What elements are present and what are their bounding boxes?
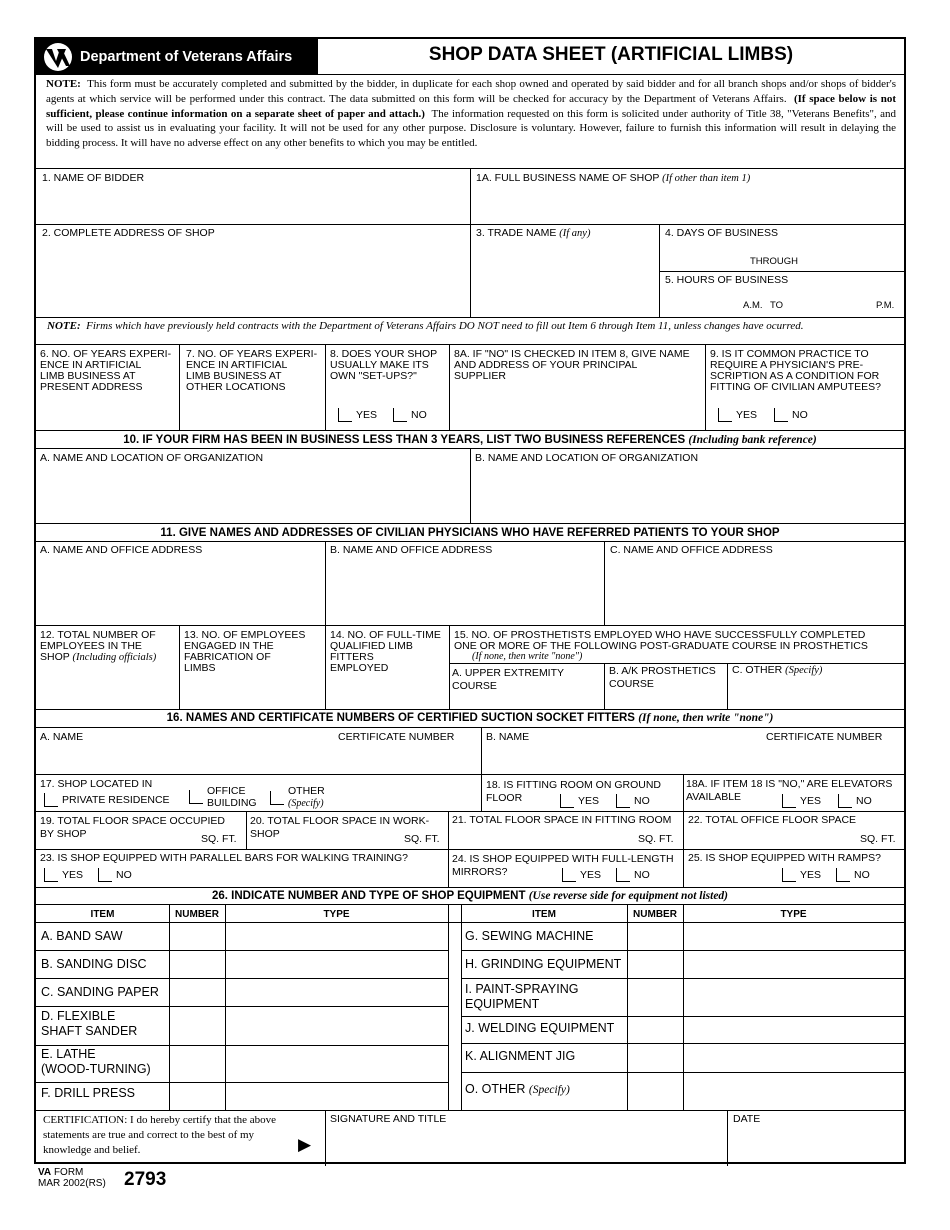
checkbox-icon[interactable] <box>44 868 58 882</box>
field-6-years-present[interactable]: 6. NO. OF YEARS EXPERI- ENCE IN ARTIFICIAL LIMB BUSINESS AT PRESENT ADDRESS <box>40 348 172 393</box>
col-header-number: NUMBER <box>175 909 219 920</box>
no-label: NO <box>634 794 650 807</box>
equip-item-alignment-jig <box>465 1049 575 1063</box>
yes-label: YES <box>578 794 600 807</box>
field-18-no-checkbox[interactable] <box>616 794 650 808</box>
field-11b-physician[interactable]: B. NAME AND OFFICE ADDRESS <box>330 544 493 556</box>
field-24-yes-checkbox[interactable] <box>562 868 601 882</box>
note-text-bold: (If space below is not sufficient, please continue information on a separate sheet of paper and attach.) <box>46 92 897 120</box>
checkbox-icon[interactable] <box>562 868 576 882</box>
section-10-title: 10. IF YOUR FIRM HAS BEEN IN BUSINESS LESS THAN 3 YEARS, LIST TWO BUSINESS REFERENCES <box>123 434 686 446</box>
field-8-no-checkbox[interactable] <box>393 408 427 422</box>
form-number: 2793 <box>124 1169 167 1190</box>
field-12-note: (Including officials) <box>72 652 157 663</box>
field-15c-other[interactable] <box>732 665 822 676</box>
arrow-right-icon: ▶ <box>298 1135 312 1154</box>
field-11c-physician[interactable]: C. NAME AND OFFICE ADDRESS <box>610 544 773 556</box>
field-23-parallel-bars: 23. IS SHOP EQUIPPED WITH PARALLEL BARS FOR WALKING TRAINING? <box>40 852 408 864</box>
field-18a-elevators: 18A. IF ITEM 18 IS "NO," ARE ELEVATORS AVAILABLE <box>686 778 893 803</box>
sqft-label-19: SQ. FT. <box>201 833 237 845</box>
col-header-item-right: ITEM <box>532 909 556 920</box>
field-15a-upper-extremity[interactable]: A. UPPER EXTREMITY COURSE <box>452 667 565 692</box>
yes-label: YES <box>356 408 378 421</box>
checkbox-icon[interactable] <box>838 794 852 808</box>
office-building-label: OFFICE BUILDING <box>207 785 257 809</box>
equip-item-other <box>465 1082 570 1096</box>
field-10b-organization[interactable]: B. NAME AND LOCATION OF ORGANIZATION <box>475 452 699 464</box>
field-1a-note: (If other than item 1) <box>662 173 751 184</box>
specify-note: (Specify) <box>528 1084 570 1096</box>
section-10-heading <box>36 434 904 446</box>
yes-label: YES <box>580 868 602 881</box>
note-text-b: The information requested on this form is solicited under authority of Title 38, "Veterans Benefits", and will be used to assist us in evaluating your facility. It will not be used for any other purpose. Disclosure is voluntary. However, failure to furnish this information will result in delaying the bidding process. It will have no adverse effect on any other benefits to which you may be entitled. <box>46 107 896 150</box>
equip-item-drill-press: F. DRILL PRESS <box>41 1086 136 1100</box>
equip-item-paint-spraying: I. PAINT-SPRAYING EQUIPMENT <box>465 982 579 1011</box>
privacy-note <box>46 77 896 151</box>
no-label: NO <box>634 868 650 881</box>
form-footer <box>38 1167 106 1189</box>
field-18-ground-floor: 18. IS FITTING ROOM ON GROUND FLOOR <box>486 779 662 804</box>
yes-label: YES <box>736 408 758 421</box>
note-text-a: This form must be accurately completed and submitted by the bidder, in duplicate for each shop owned and operated by said bidder and for all branch shops and/or shops of bidder's agents at which service will be performed under this contract. The data submitted on this form will be checked for accuracy by the Department of Veterans Affairs. <box>46 78 896 105</box>
footer-va: VA <box>38 1167 52 1178</box>
field-17-office-checkbox[interactable] <box>189 785 257 809</box>
date-field[interactable]: DATE <box>733 1113 761 1125</box>
field-16a-name[interactable]: A. NAME <box>40 731 84 743</box>
agency-name: Department of Veterans Affairs <box>80 49 293 65</box>
sqft-label-20: SQ. FT. <box>404 833 440 845</box>
field-17-private-checkbox[interactable] <box>44 793 170 807</box>
note-label: NOTE: <box>46 78 81 90</box>
checkbox-icon[interactable] <box>616 794 630 808</box>
field-15-prosthetists: 15. NO. OF PROSTHETISTS EMPLOYED WHO HAVE SUCCESSFULLY COMPLETED ONE OR MORE OF THE FOLLOWING POST-GRADUATE COURSE IN PROSTHETICS <box>454 629 868 652</box>
field-3-trade-name[interactable] <box>476 228 590 239</box>
checkbox-icon[interactable] <box>393 408 407 422</box>
checkbox-icon[interactable] <box>718 408 732 422</box>
field-24-no-checkbox[interactable] <box>616 868 650 882</box>
equip-item-flexible-shaft-sander: D. FLEXIBLE SHAFT SANDER <box>41 1009 138 1038</box>
to-label: TO <box>770 300 784 311</box>
field-20-workshop-space[interactable]: 20. TOTAL FLOOR SPACE IN WORK- SHOP <box>250 815 430 840</box>
field-12-total-employees[interactable] <box>40 630 156 663</box>
field-3-label: 3. TRADE NAME <box>476 227 557 239</box>
col-header-number-right: NUMBER <box>633 909 677 920</box>
am-label: A.M. <box>743 300 763 311</box>
checkbox-icon[interactable] <box>782 794 796 808</box>
note2-label: NOTE: <box>47 320 81 332</box>
field-3-note: (If any) <box>559 228 591 239</box>
field-13-fabrication-employees[interactable]: 13. NO. OF EMPLOYEES ENGAGED IN THE FABRICATION OF LIMBS <box>184 629 306 674</box>
specify-note: (Specify) <box>785 665 823 676</box>
form-title: SHOP DATA SHEET (ARTIFICIAL LIMBS) <box>428 44 794 65</box>
other-equipment-label: O. OTHER <box>465 1082 526 1096</box>
field-18a-yes-checkbox[interactable] <box>782 794 821 808</box>
field-9-no-checkbox[interactable] <box>774 408 808 422</box>
field-15-note: (If none, then write "none") <box>472 651 583 662</box>
field-1a-business-name[interactable] <box>476 173 750 184</box>
other-label: OTHER <box>288 785 325 797</box>
field-23-no-checkbox[interactable] <box>98 868 132 882</box>
checkbox-icon[interactable] <box>338 408 352 422</box>
no-label: NO <box>792 408 808 421</box>
alignment-jig-label: K. ALIGNMENT JIG <box>465 1049 576 1063</box>
section-10-note: (Including bank reference) <box>688 434 817 446</box>
field-8-yes-checkbox[interactable] <box>338 408 377 422</box>
equip-item-grinding: H. GRINDING EQUIPMENT <box>465 957 622 971</box>
field-9-prescription: 9. IS IT COMMON PRACTICE TO REQUIRE A PHYSICIAN'S PRE- SCRIPTION AS A CONDITION FOR FITTING OF CIVILIAN AMPUTEES? <box>710 348 881 393</box>
field-23-yes-checkbox[interactable] <box>44 868 83 882</box>
field-5-hours[interactable]: 5. HOURS OF BUSINESS <box>665 274 789 286</box>
checkbox-icon[interactable] <box>774 408 788 422</box>
field-24-mirrors: 24. IS SHOP EQUIPPED WITH FULL-LENGTH MIRRORS? <box>452 853 674 878</box>
field-15b-ak-prosthetics[interactable]: B. A/K PROSTHETICS COURSE <box>609 665 716 690</box>
field-18a-no-checkbox[interactable] <box>838 794 872 808</box>
no-label: NO <box>856 794 872 807</box>
footer-date: MAR 2002(RS) <box>38 1178 106 1189</box>
section-26-heading <box>36 890 904 902</box>
checkbox-icon[interactable] <box>836 868 850 882</box>
section-26-note: (Use reverse side for equipment not listed) <box>528 890 729 902</box>
equip-item-band-saw: A. BAND SAW <box>41 929 123 943</box>
field-1a-label: 1A. FULL BUSINESS NAME OF SHOP <box>476 172 660 184</box>
yes-label: YES <box>62 868 84 881</box>
col-header-type: TYPE <box>323 909 350 920</box>
yes-label: YES <box>800 868 822 881</box>
private-residence-label: PRIVATE RESIDENCE <box>62 793 170 806</box>
field-18-yes-checkbox[interactable] <box>560 794 599 808</box>
sqft-label-21: SQ. FT. <box>638 833 674 845</box>
field-9-yes-checkbox[interactable] <box>718 408 757 422</box>
field-1-name-of-bidder[interactable]: 1. NAME OF BIDDER <box>42 172 145 184</box>
no-label: NO <box>411 408 427 421</box>
col-header-type-right: TYPE <box>780 909 807 920</box>
checkbox-icon[interactable] <box>782 868 796 882</box>
field-11a-physician[interactable]: A. NAME AND OFFICE ADDRESS <box>40 544 203 556</box>
checkbox-icon[interactable] <box>44 793 58 807</box>
field-16b-certificate[interactable]: CERTIFICATE NUMBER <box>766 731 883 743</box>
field-10a-organization[interactable]: A. NAME AND LOCATION OF ORGANIZATION <box>40 452 264 464</box>
field-17-location: 17. SHOP LOCATED IN <box>40 778 153 790</box>
contract-note <box>47 320 897 333</box>
agency-banner <box>36 39 318 74</box>
specify-note: (Specify) <box>288 798 324 809</box>
field-25-no-checkbox[interactable] <box>836 868 870 882</box>
field-4-days[interactable]: 4. DAYS OF BUSINESS <box>665 227 779 239</box>
equip-item-sewing-machine: G. SEWING MACHINE <box>465 929 594 943</box>
field-7-years-other[interactable]: 7. NO. OF YEARS EXPERI- ENCE IN ARTIFICIAL LIMB BUSINESS AT OTHER LOCATIONS <box>186 348 318 393</box>
field-14-limb-fitters[interactable]: 14. NO. OF FULL-TIME QUALIFIED LIMB FITTERS EMPLOYED <box>330 629 441 674</box>
equip-item-sanding-paper: C. SANDING PAPER <box>41 985 159 999</box>
field-16b-name[interactable]: B. NAME <box>486 731 530 743</box>
va-seal-logo <box>40 42 76 72</box>
no-label: NO <box>854 868 870 881</box>
checkbox-icon[interactable] <box>270 791 284 805</box>
checkbox-icon[interactable] <box>189 790 203 804</box>
section-16-heading <box>36 712 904 724</box>
checkbox-icon[interactable] <box>560 794 574 808</box>
form-frame <box>34 37 906 1164</box>
pm-label: P.M. <box>876 300 895 311</box>
field-8a-supplier[interactable]: 8A. IF "NO" IS CHECKED IN ITEM 8, GIVE NAME AND ADDRESS OF YOUR PRINCIPAL SUPPLIER <box>454 348 690 382</box>
section-11-heading: 11. GIVE NAMES AND ADDRESSES OF CIVILIAN PHYSICIANS WHO HAVE REFERRED PATIENTS TO YOUR SHOP <box>160 527 780 539</box>
equip-item-lathe: E. LATHE (WOOD-TURNING) <box>41 1047 151 1076</box>
section-16-title: 16. NAMES AND CERTIFICATE NUMBERS OF CERTIFIED SUCTION SOCKET FITTERS <box>166 712 635 724</box>
field-2-address[interactable]: 2. COMPLETE ADDRESS OF SHOP <box>42 227 215 239</box>
section-16-note: (If none, then write "none") <box>638 712 774 724</box>
field-22-office-space[interactable]: 22. TOTAL OFFICE FLOOR SPACE <box>688 814 857 826</box>
field-21-fitting-room-space[interactable]: 21. TOTAL FLOOR SPACE IN FITTING ROOM <box>452 814 672 826</box>
checkbox-icon[interactable] <box>98 868 112 882</box>
field-25-yes-checkbox[interactable] <box>782 868 821 882</box>
through-label: THROUGH <box>750 256 799 267</box>
field-15c-label: C. OTHER <box>732 664 783 676</box>
no-label: NO <box>116 868 132 881</box>
field-12-label: 12. TOTAL NUMBER OF EMPLOYEES IN THE SHOP <box>40 629 156 663</box>
field-25-ramps: 25. IS SHOP EQUIPPED WITH RAMPS? <box>688 852 881 864</box>
field-17-other-checkbox[interactable] <box>270 785 325 810</box>
field-16a-certificate[interactable]: CERTIFICATE NUMBER <box>338 731 455 743</box>
equip-item-sanding-disc: B. SANDING DISC <box>41 957 147 971</box>
note2-text: Firms which have previously held contracts with the Department of Veterans Affairs DO NOT need to fill out Item 6 through Item 11, unless changes have ocurred. <box>86 320 804 332</box>
certification-statement: CERTIFICATION: I do hereby certify that the above statements are true and correct to the best of my knowledge and belief. <box>43 1114 277 1156</box>
signature-and-title-field[interactable]: SIGNATURE AND TITLE <box>330 1113 447 1125</box>
sqft-label-22: SQ. FT. <box>860 833 896 845</box>
field-8-set-ups: 8. DOES YOUR SHOP USUALLY MAKE ITS OWN "SET-UPS?" <box>330 348 438 382</box>
equip-item-welding: J. WELDING EQUIPMENT <box>465 1021 615 1035</box>
yes-label: YES <box>800 794 822 807</box>
section-26-title: 26. INDICATE NUMBER AND TYPE OF SHOP EQUIPMENT <box>211 890 526 902</box>
footer-form: FORM <box>53 1167 84 1178</box>
col-header-item: ITEM <box>90 909 115 920</box>
checkbox-icon[interactable] <box>616 868 630 882</box>
field-19-floor-space[interactable]: 19. TOTAL FLOOR SPACE OCCUPIED BY SHOP <box>40 815 225 840</box>
